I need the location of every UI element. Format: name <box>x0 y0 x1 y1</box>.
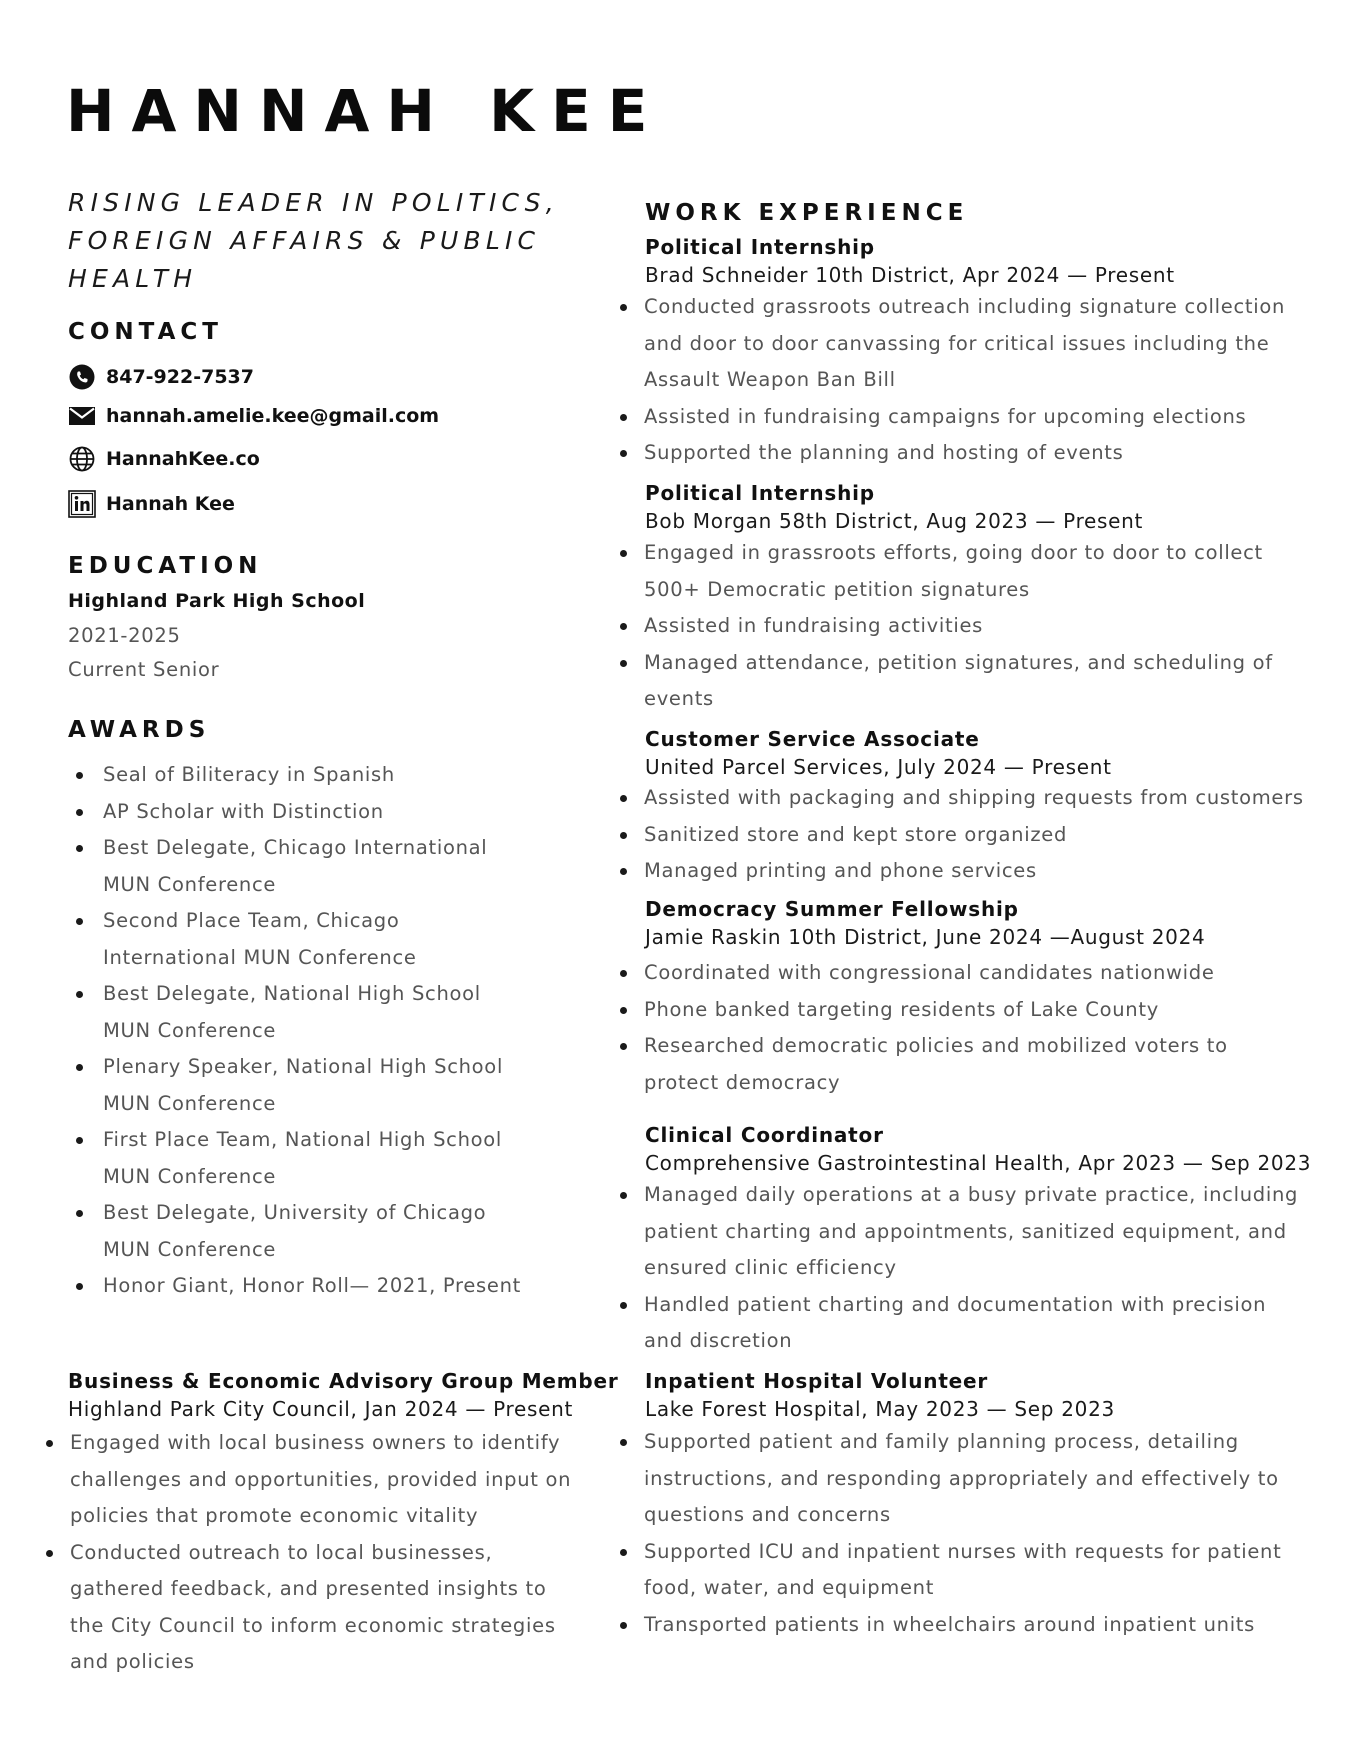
phone-icon <box>68 363 96 391</box>
bullet-item: Transported patients in wheelchairs around inpatient units <box>620 1607 1320 1644</box>
linkedin-icon <box>68 490 96 518</box>
job-title: Inpatient Hospital Volunteer <box>645 1369 989 1393</box>
job-title: Clinical Coordinator <box>645 1123 884 1147</box>
contact-linkedin-text: Hannah Kee <box>106 493 235 515</box>
bullet-item: Phone banked targeting residents of Lake County <box>620 992 1320 1029</box>
resume-name: HANNAH KEE <box>66 77 665 145</box>
job-bullets <box>620 780 1330 890</box>
education-heading: EDUCATION <box>68 553 263 579</box>
mail-icon <box>68 402 96 430</box>
bullet-item: Coordinated with congressional candidates nationwide <box>620 955 1320 992</box>
award-item: Honor Giant, Honor Roll— 2021, Present <box>68 1268 568 1305</box>
job-subtitle: Comprehensive Gastrointestinal Health, Apr 2023 — Sep 2023 <box>645 1151 1312 1175</box>
advisory-title: Business & Economic Advisory Group Member <box>68 1369 619 1393</box>
bullet-item: Conducted grassroots outreach including signature collection and door to door canvassing for critical issues including the Assault Weapon Ban Bill <box>620 289 1304 399</box>
job-bullets <box>620 1177 1320 1360</box>
contact-website[interactable] <box>68 444 260 474</box>
bullet-item: Supported the planning and hosting of events <box>620 435 1320 472</box>
bullet-item: Assisted with packaging and shipping requests from customers <box>620 780 1330 817</box>
job-bullets <box>620 289 1320 472</box>
work-heading: WORK EXPERIENCE <box>645 200 969 226</box>
job-title: Political Internship <box>645 235 875 259</box>
bullet-item: Managed attendance, petition signatures, and scheduling of events <box>620 645 1304 718</box>
contact-linkedin[interactable] <box>68 489 235 519</box>
bullet-item: Assisted in fundraising campaigns for upcoming elections <box>620 399 1320 436</box>
bullet-item: Managed printing and phone services <box>620 853 1330 890</box>
bullet-item: Supported ICU and inpatient nurses with requests for patient food, water, and equipment <box>620 1534 1314 1607</box>
awards-list <box>68 757 568 1305</box>
contact-email-text: hannah.amelie.kee@gmail.com <box>106 405 440 427</box>
bullet-item: Engaged with local business owners to identify challenges and opportunities, provided input on policies that promote economic vitality <box>46 1425 576 1535</box>
advisory-bullets <box>46 1425 576 1681</box>
bullet-item: Sanitized store and kept store organized <box>620 817 1330 854</box>
job-subtitle: Bob Morgan 58th District, Aug 2023 — Present <box>645 509 1144 533</box>
advisory-subtitle: Highland Park City Council, Jan 2024 — Present <box>68 1397 574 1421</box>
job-bullets <box>620 1424 1320 1643</box>
contact-phone[interactable] <box>68 362 254 392</box>
bullet-item: Assisted in fundraising activities <box>620 608 1320 645</box>
job-title: Customer Service Associate <box>645 727 980 751</box>
tagline: RISING LEADER IN POLITICS, FOREIGN AFFAIRS & PUBLIC HEALTH <box>68 188 559 293</box>
contact-email[interactable] <box>68 401 439 431</box>
award-item: AP Scholar with Distinction <box>68 794 568 831</box>
award-item: Best Delegate, National High School MUN Conference <box>68 976 533 1049</box>
bullet-item: Engaged in grassroots efforts, going door to door to collect 500+ Democratic petition signatures <box>620 535 1304 608</box>
contact-phone-text: 847-922-7537 <box>106 366 254 388</box>
awards-heading: AWARDS <box>68 717 211 743</box>
job-bullets <box>620 535 1320 718</box>
bullet-item: Supported patient and family planning process, detailing instructions, and responding appropriately and effectively to questions and concerns <box>620 1424 1314 1534</box>
bullet-item: Handled patient charting and documentation with precision and discretion <box>620 1287 1304 1360</box>
education-status: Current Senior <box>68 658 220 681</box>
globe-icon <box>68 445 96 473</box>
award-item: Best Delegate, University of Chicago MUN Conference <box>68 1195 508 1268</box>
contact-website-text: HannahKee.co <box>106 448 260 470</box>
bullet-item: Researched democratic policies and mobilized voters to protect democracy <box>620 1028 1284 1101</box>
job-subtitle: Brad Schneider 10th District, Apr 2024 — Present <box>645 263 1175 287</box>
job-title: Democracy Summer Fellowship <box>645 897 1019 921</box>
job-subtitle: Lake Forest Hospital, May 2023 — Sep 2023 <box>645 1397 1115 1421</box>
award-item: Best Delegate, Chicago International MUN Conference <box>68 830 508 903</box>
award-item: Second Place Team, Chicago International MUN Conference <box>68 903 508 976</box>
job-subtitle: Jamie Raskin 10th District, June 2024 —August 2024 <box>645 925 1206 949</box>
job-title: Political Internship <box>645 481 875 505</box>
job-subtitle: United Parcel Services, July 2024 — Present <box>645 755 1112 779</box>
education-years: 2021-2025 <box>68 624 181 647</box>
award-item: Plenary Speaker, National High School MUN Conference <box>68 1049 508 1122</box>
education-school: Highland Park High School <box>68 590 366 612</box>
bullet-item: Managed daily operations at a busy private practice, including patient charting and appointments, sanitized equipment, and ensured clinic efficiency <box>620 1177 1324 1287</box>
award-item: Seal of Biliteracy in Spanish <box>68 757 568 794</box>
contact-heading: CONTACT <box>68 319 223 345</box>
bullet-item: Conducted outreach to local businesses, gathered feedback, and presented insights to the City Council to inform economic strategies and policies <box>46 1535 576 1681</box>
job-bullets <box>620 955 1320 1101</box>
award-item: First Place Team, National High School MUN Conference <box>68 1122 523 1195</box>
